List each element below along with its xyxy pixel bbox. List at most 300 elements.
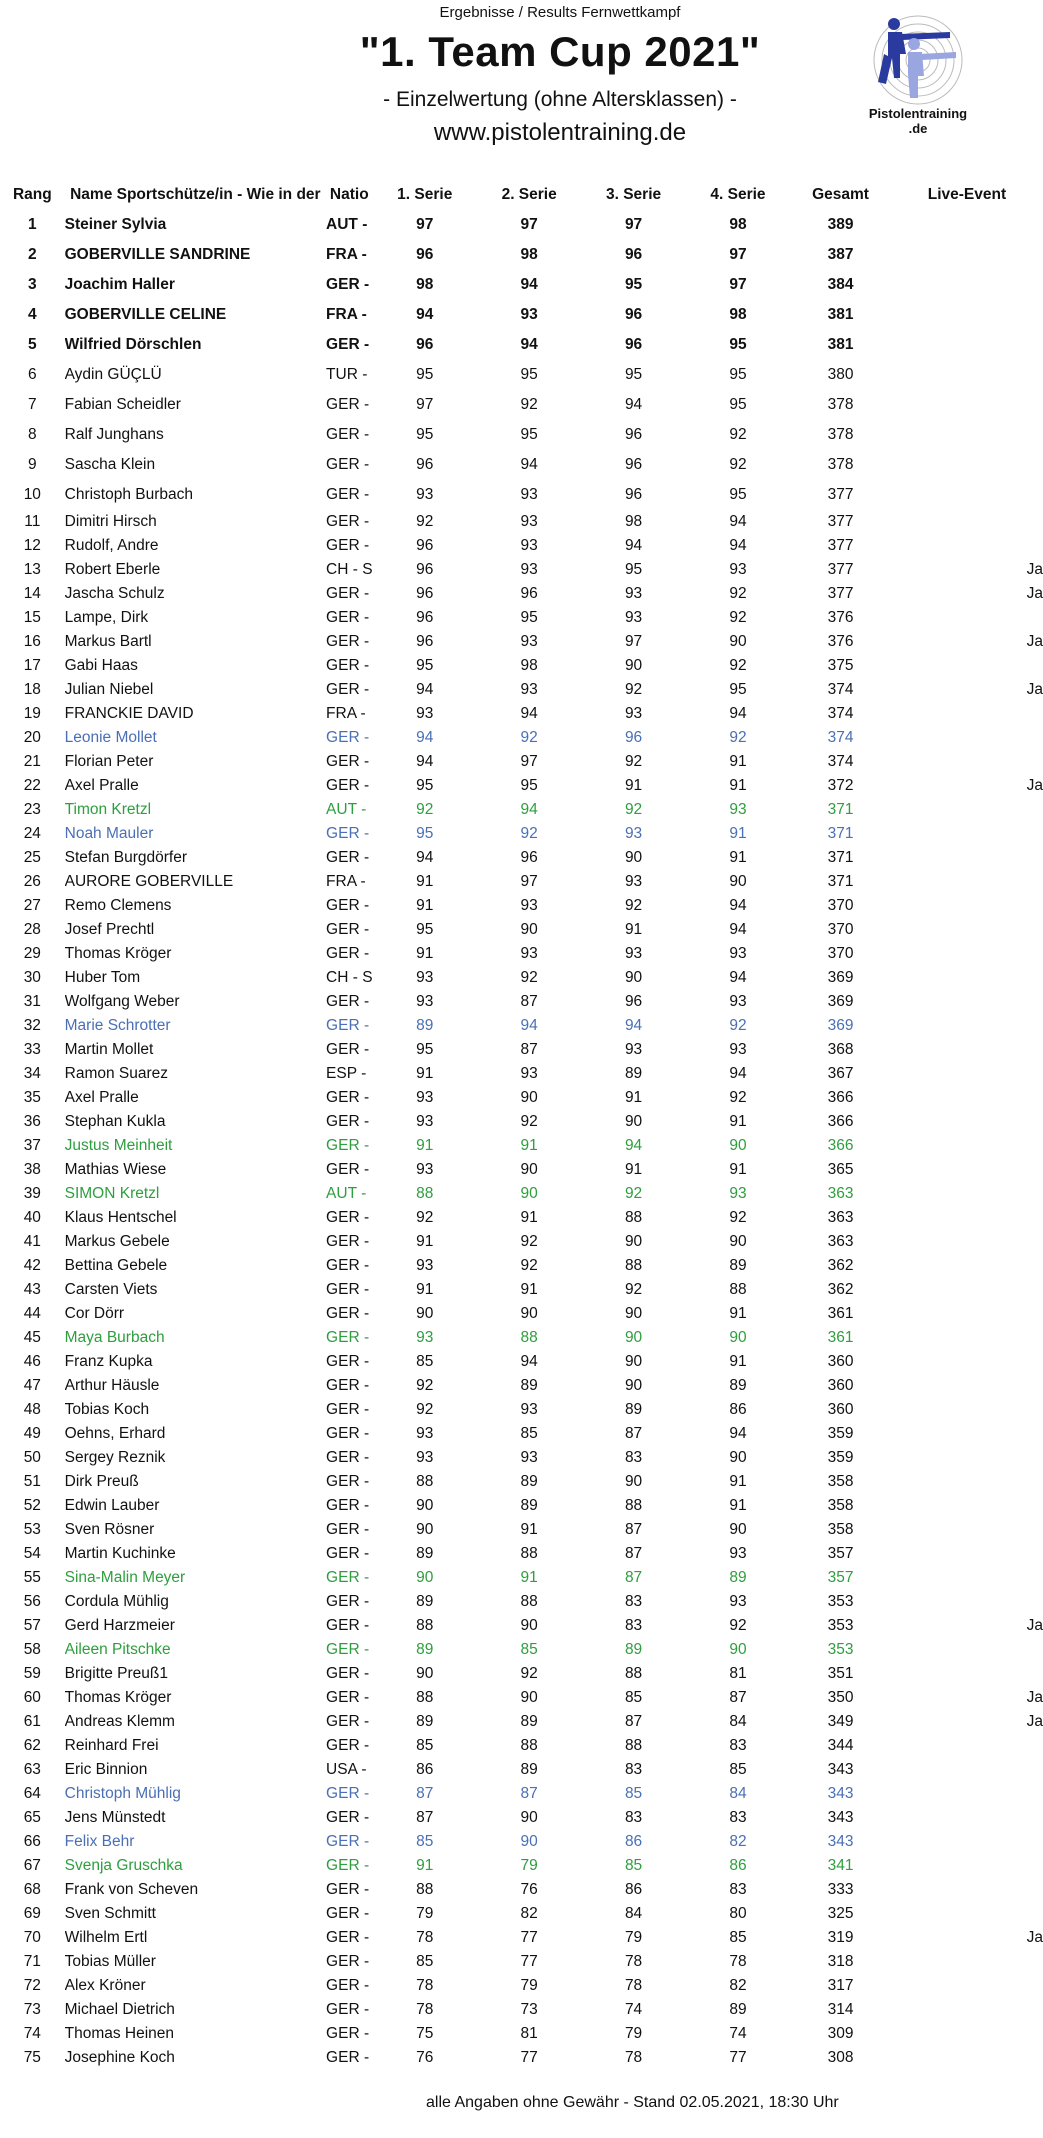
- table-row: [0, 1542, 1043, 1566]
- cell-series-2: 93: [520, 561, 538, 578]
- cell-series-3: 90: [624, 849, 643, 866]
- cell-series-4: 95: [729, 396, 747, 413]
- cell-series-4: 84: [729, 1785, 747, 1802]
- cell-total: 357: [827, 1569, 854, 1586]
- cell-nation: GER -: [326, 777, 370, 794]
- cell-total: 358: [827, 1473, 854, 1490]
- cell-live-event: [891, 1446, 1043, 1470]
- cell-rank: 66: [23, 1833, 41, 1850]
- cell-series-1: 92: [416, 1209, 434, 1226]
- cell-series-4: 97: [729, 276, 747, 293]
- cell-series-1: 96: [416, 633, 434, 650]
- cell-series-1: 92: [416, 801, 434, 818]
- cell-series-2: 94: [520, 456, 538, 473]
- cell-nation: GER -: [326, 1449, 370, 1466]
- cell-total: 377: [827, 513, 854, 530]
- cell-series-3: 92: [624, 801, 643, 818]
- cell-series-2: 77: [520, 2049, 538, 2066]
- cell-total: 374: [827, 705, 854, 722]
- cell-live-event: [891, 918, 1043, 942]
- cell-series-1: 88: [416, 1689, 434, 1706]
- cell-series-4: 91: [729, 1113, 747, 1130]
- cell-rank: 9: [28, 456, 37, 473]
- cell-total: 380: [827, 366, 854, 383]
- cell-rank: 7: [28, 396, 37, 413]
- cell-live-event: [891, 210, 1043, 240]
- table-row: [0, 1998, 1043, 2022]
- cell-series-2: 87: [520, 1041, 538, 1058]
- cell-rank: 15: [23, 609, 41, 626]
- cell-series-3: 94: [624, 1017, 643, 1034]
- cell-live-event: [891, 1230, 1043, 1254]
- cell-total: 360: [827, 1377, 854, 1394]
- cell-live-event: [891, 1350, 1043, 1374]
- cell-nation: GER -: [326, 897, 370, 914]
- cell-total: 369: [827, 993, 854, 1010]
- cell-series-2: 94: [520, 336, 538, 353]
- cell-series-1: 78: [416, 2001, 434, 2018]
- cell-series-4: 90: [729, 1521, 747, 1538]
- cell-series-4: 93: [729, 945, 747, 962]
- cell-total: 387: [827, 246, 854, 263]
- cell-total: 333: [827, 1881, 854, 1898]
- cell-nation: FRA -: [326, 306, 367, 323]
- cell-live-event: [891, 1566, 1043, 1590]
- cell-rank: 70: [23, 1929, 41, 1946]
- cell-nation: GER -: [326, 486, 370, 503]
- table-row: [0, 1014, 1043, 1038]
- cell-total: 365: [827, 1161, 854, 1178]
- cell-rank: 69: [23, 1905, 41, 1922]
- cell-rank: 40: [23, 1209, 41, 1226]
- cell-nation: GER -: [326, 1257, 370, 1274]
- cell-live-event: [891, 750, 1043, 774]
- cell-live-event: [891, 390, 1043, 420]
- cell-rank: 5: [28, 336, 37, 353]
- table-row: [0, 726, 1043, 750]
- table-row: [0, 1614, 1043, 1638]
- cell-live-event: [891, 1014, 1043, 1038]
- cell-name: Stefan Burgdörfer: [64, 849, 187, 866]
- table-row: [0, 1566, 1043, 1590]
- cell-series-1: 93: [416, 705, 434, 722]
- table-row: [0, 210, 1043, 240]
- cell-rank: 52: [23, 1497, 41, 1514]
- cell-name: Cordula Mühlig: [64, 1593, 169, 1610]
- cell-name: Dimitri Hirsch: [64, 513, 157, 530]
- results-table: [0, 180, 1043, 2070]
- cell-series-3: 87: [624, 1521, 643, 1538]
- cell-series-4: 92: [729, 585, 747, 602]
- cell-series-3: 87: [624, 1713, 643, 1730]
- cell-rank: 57: [23, 1617, 41, 1634]
- cell-rank: 56: [23, 1593, 41, 1610]
- cell-series-1: 93: [416, 1113, 434, 1130]
- table-row: [0, 1398, 1043, 1422]
- cell-live-event: [891, 1806, 1043, 1830]
- cell-series-4: 92: [729, 426, 747, 443]
- cell-nation: GER -: [326, 1905, 370, 1922]
- table-row: [0, 1902, 1043, 1926]
- cell-rank: 8: [28, 426, 37, 443]
- cell-name: Tobias Müller: [64, 1953, 156, 1970]
- cell-live-event: Ja: [1026, 1713, 1043, 1730]
- col-header-total: Gesamt: [812, 186, 869, 203]
- table-row: [0, 1110, 1043, 1134]
- cell-live-event: [891, 990, 1043, 1014]
- cell-series-1: 86: [416, 1761, 434, 1778]
- table-row: [0, 1686, 1043, 1710]
- cell-live-event: [891, 1878, 1043, 1902]
- cell-series-2: 92: [520, 729, 538, 746]
- cell-series-3: 83: [624, 1809, 643, 1826]
- table-row: [0, 1782, 1043, 1806]
- cell-name: Josef Prechtl: [64, 921, 155, 938]
- cell-series-2: 87: [520, 993, 538, 1010]
- cell-series-2: 82: [520, 1905, 538, 1922]
- cell-rank: 44: [23, 1305, 41, 1322]
- cell-rank: 16: [23, 633, 41, 650]
- cell-series-2: 94: [520, 1353, 538, 1370]
- table-row: [0, 1182, 1043, 1206]
- cell-name: Martin Kuchinke: [64, 1545, 176, 1562]
- table-row: [0, 966, 1043, 990]
- cell-total: 376: [827, 633, 854, 650]
- cell-series-3: 90: [624, 1377, 643, 1394]
- cell-series-4: 93: [729, 1593, 747, 1610]
- cell-series-3: 88: [624, 1497, 643, 1514]
- cell-live-event: Ja: [1026, 681, 1043, 698]
- cell-series-4: 89: [729, 2001, 747, 2018]
- cell-live-event: [891, 1206, 1043, 1230]
- cell-total: 363: [827, 1185, 854, 1202]
- cell-nation: CH - S: [326, 969, 373, 986]
- cell-rank: 28: [23, 921, 41, 938]
- cell-series-3: 90: [624, 657, 643, 674]
- cell-live-event: [891, 420, 1043, 450]
- cell-series-4: 82: [729, 1833, 747, 1850]
- table-row: [0, 1734, 1043, 1758]
- cell-live-event: [891, 1662, 1043, 1686]
- cell-name: Edwin Lauber: [64, 1497, 160, 1514]
- cell-total: 369: [827, 969, 854, 986]
- cell-series-1: 93: [416, 1161, 434, 1178]
- cell-series-2: 91: [520, 1569, 538, 1586]
- cell-series-2: 91: [520, 1521, 538, 1538]
- cell-rank: 26: [23, 873, 41, 890]
- cell-live-event: [891, 726, 1043, 750]
- cell-series-2: 93: [520, 945, 538, 962]
- cell-nation: GER -: [326, 1497, 370, 1514]
- cell-series-1: 91: [416, 1233, 434, 1250]
- cell-nation: GER -: [326, 1689, 370, 1706]
- cell-series-2: 94: [520, 1017, 538, 1034]
- cell-rank: 48: [23, 1401, 41, 1418]
- cell-series-2: 85: [520, 1425, 538, 1442]
- cell-rank: 21: [23, 753, 41, 770]
- logo-text: Pistolentraining .de: [868, 106, 968, 136]
- cell-series-1: 96: [416, 336, 434, 353]
- cell-total: 375: [827, 657, 854, 674]
- cell-live-event: [891, 798, 1043, 822]
- cell-total: 377: [827, 561, 854, 578]
- cell-total: 358: [827, 1497, 854, 1514]
- cell-nation: GER -: [326, 2025, 370, 2042]
- cell-series-4: 93: [729, 561, 747, 578]
- table-row: [0, 702, 1043, 726]
- cell-series-3: 88: [624, 1209, 643, 1226]
- cell-series-1: 88: [416, 1185, 434, 1202]
- cell-series-4: 87: [729, 1689, 747, 1706]
- cell-name: Leonie Mollet: [64, 729, 157, 746]
- cell-name: Wilhelm Ertl: [64, 1929, 148, 1946]
- cell-series-1: 93: [416, 1257, 434, 1274]
- cell-series-4: 94: [729, 1065, 747, 1082]
- cell-series-1: 92: [416, 513, 434, 530]
- cell-series-1: 93: [416, 969, 434, 986]
- cell-live-event: [891, 1734, 1043, 1758]
- cell-name: Michael Dietrich: [64, 2001, 175, 2018]
- cell-nation: AUT -: [326, 801, 367, 818]
- cell-series-2: 95: [520, 777, 538, 794]
- cell-series-1: 94: [416, 681, 434, 698]
- col-header-rank: Rang: [12, 186, 52, 203]
- cell-nation: GER -: [326, 1617, 370, 1634]
- cell-series-2: 73: [520, 2001, 538, 2018]
- table-row: [0, 894, 1043, 918]
- cell-series-1: 89: [416, 1017, 434, 1034]
- cell-rank: 31: [23, 993, 41, 1010]
- cell-name: GOBERVILLE SANDRINE: [64, 246, 251, 263]
- cell-total: 377: [827, 537, 854, 554]
- cell-nation: GER -: [326, 2001, 370, 2018]
- cell-name: Markus Bartl: [64, 633, 152, 650]
- cell-nation: GER -: [326, 1857, 370, 1874]
- cell-rank: 33: [23, 1041, 41, 1058]
- cell-rank: 1: [28, 216, 37, 233]
- cell-nation: GER -: [326, 1017, 370, 1034]
- cell-series-2: 91: [520, 1209, 538, 1226]
- cell-series-4: 91: [729, 777, 747, 794]
- cell-series-1: 79: [416, 1905, 434, 1922]
- cell-series-3: 89: [624, 1641, 643, 1658]
- cell-series-4: 83: [729, 1809, 747, 1826]
- cell-live-event: [891, 510, 1043, 534]
- cell-series-4: 92: [729, 1617, 747, 1634]
- cell-series-1: 75: [416, 2025, 434, 2042]
- cell-total: 371: [827, 873, 854, 890]
- table-header-row: [0, 180, 1043, 210]
- cell-nation: GER -: [326, 1041, 370, 1058]
- cell-series-3: 89: [624, 1065, 643, 1082]
- cell-series-3: 90: [624, 1305, 643, 1322]
- cell-series-3: 97: [624, 216, 643, 233]
- table-row: [0, 1974, 1043, 1998]
- cell-rank: 27: [23, 897, 41, 914]
- cell-name: Christoph Mühlig: [64, 1785, 181, 1802]
- cell-series-3: 88: [624, 1257, 643, 1274]
- cell-series-4: 90: [729, 1449, 747, 1466]
- cell-name: Franz Kupka: [64, 1353, 153, 1370]
- table-row: [0, 1854, 1043, 1878]
- cell-nation: GER -: [326, 1329, 370, 1346]
- cell-name: Ramon Suarez: [64, 1065, 169, 1082]
- cell-name: Klaus Hentschel: [64, 1209, 177, 1226]
- cell-series-2: 93: [520, 306, 538, 323]
- cell-series-3: 90: [624, 1353, 643, 1370]
- cell-series-3: 83: [624, 1617, 643, 1634]
- table-row: [0, 1446, 1043, 1470]
- cell-live-event: [891, 1902, 1043, 1926]
- cell-total: 371: [827, 801, 854, 818]
- cell-nation: FRA -: [326, 873, 366, 890]
- table-row: [0, 1638, 1043, 1662]
- cell-series-2: 93: [520, 681, 538, 698]
- cell-series-1: 89: [416, 1593, 434, 1610]
- cell-series-2: 95: [520, 366, 538, 383]
- cell-series-4: 90: [729, 633, 747, 650]
- table-row: [0, 1278, 1043, 1302]
- cell-live-event: [891, 1254, 1043, 1278]
- cell-rank: 29: [23, 945, 41, 962]
- cell-total: 353: [827, 1593, 854, 1610]
- cell-nation: CH - S: [326, 561, 373, 578]
- cell-series-4: 94: [729, 513, 747, 530]
- cell-series-1: 95: [416, 426, 434, 443]
- cell-series-4: 90: [729, 1137, 747, 1154]
- cell-series-1: 98: [416, 276, 434, 293]
- cell-series-3: 87: [624, 1425, 643, 1442]
- cell-name: Markus Gebele: [64, 1233, 170, 1250]
- cell-name: Tobias Koch: [64, 1401, 150, 1418]
- cell-rank: 65: [23, 1809, 41, 1826]
- cell-nation: GER -: [326, 1809, 370, 1826]
- cell-name: Steiner Sylvia: [64, 216, 167, 233]
- cell-series-4: 89: [729, 1569, 747, 1586]
- cell-nation: GER -: [326, 1785, 370, 1802]
- table-row: [0, 1254, 1043, 1278]
- cell-total: 374: [827, 681, 854, 698]
- cell-nation: GER -: [326, 1929, 370, 1946]
- cell-total: 353: [827, 1641, 854, 1658]
- cell-series-1: 95: [416, 1041, 434, 1058]
- cell-series-3: 92: [624, 1185, 643, 1202]
- cell-series-4: 91: [729, 1497, 747, 1514]
- cell-series-4: 93: [729, 1545, 747, 1562]
- cell-series-1: 97: [416, 216, 434, 233]
- cell-total: 371: [827, 849, 854, 866]
- cell-rank: 14: [23, 585, 41, 602]
- cell-nation: GER -: [326, 753, 370, 770]
- cell-series-4: 94: [729, 537, 747, 554]
- cell-series-3: 78: [624, 1953, 643, 1970]
- cell-rank: 2: [28, 246, 37, 263]
- cell-name: Wolfgang Weber: [64, 993, 180, 1010]
- cell-series-3: 85: [624, 1785, 643, 1802]
- cell-live-event: [891, 1830, 1043, 1854]
- cell-rank: 51: [23, 1473, 41, 1490]
- footer-disclaimer: alle Angaben ohne Gewähr - Stand 02.05.2021, 18:30 Uhr: [426, 2094, 839, 2111]
- cell-total: 381: [827, 336, 854, 353]
- cell-rank: 32: [23, 1017, 41, 1034]
- table-row: [0, 942, 1043, 966]
- cell-total: 381: [827, 306, 854, 323]
- table-row: [0, 480, 1043, 510]
- cell-total: 378: [827, 426, 854, 443]
- cell-name: Thomas Kröger: [64, 945, 172, 962]
- cell-live-event: [891, 1758, 1043, 1782]
- table-row: [0, 300, 1043, 330]
- cell-rank: 37: [23, 1137, 41, 1154]
- cell-name: Frank von Scheven: [64, 1881, 199, 1898]
- cell-live-event: [891, 1950, 1043, 1974]
- cell-series-4: 94: [729, 921, 747, 938]
- cell-series-4: 90: [729, 1641, 747, 1658]
- cell-series-4: 93: [729, 1041, 747, 1058]
- cell-nation: GER -: [326, 537, 370, 554]
- cell-series-1: 88: [416, 1617, 434, 1634]
- cell-series-4: 85: [729, 1929, 747, 1946]
- cell-name: Gabi Haas: [64, 657, 138, 674]
- cell-series-3: 91: [624, 1089, 643, 1106]
- cell-nation: GER -: [326, 609, 370, 626]
- cell-name: Bettina Gebele: [64, 1257, 168, 1274]
- cell-series-2: 89: [520, 1497, 538, 1514]
- cell-live-event: Ja: [1026, 777, 1043, 794]
- cell-rank: 71: [23, 1953, 41, 1970]
- cell-series-1: 97: [416, 396, 434, 413]
- cell-series-1: 90: [416, 1665, 434, 1682]
- table-row: [0, 330, 1043, 360]
- cell-series-2: 93: [520, 1401, 538, 1418]
- cell-series-3: 90: [624, 1473, 643, 1490]
- cell-series-2: 94: [520, 276, 538, 293]
- cell-series-2: 77: [520, 1953, 538, 1970]
- cell-series-3: 87: [624, 1569, 643, 1586]
- cell-series-3: 93: [624, 1041, 643, 1058]
- cell-total: 317: [827, 1977, 854, 1994]
- cell-live-event: Ja: [1026, 585, 1043, 602]
- cell-series-4: 93: [729, 1185, 747, 1202]
- cell-name: Maya Burbach: [64, 1329, 165, 1346]
- cell-series-3: 92: [624, 1281, 643, 1298]
- cell-series-3: 84: [624, 1905, 643, 1922]
- cell-series-2: 92: [520, 825, 538, 842]
- cell-series-2: 90: [520, 1161, 538, 1178]
- cell-series-2: 89: [520, 1713, 538, 1730]
- cell-live-event: [891, 894, 1043, 918]
- cell-name: GOBERVILLE CELINE: [64, 306, 227, 323]
- cell-total: 384: [827, 276, 854, 293]
- cell-series-3: 93: [624, 825, 643, 842]
- cell-series-2: 97: [520, 873, 538, 890]
- cell-nation: GER -: [326, 1161, 370, 1178]
- cell-series-3: 79: [624, 2025, 643, 2042]
- cell-series-1: 96: [416, 609, 434, 626]
- cell-nation: GER -: [326, 1425, 370, 1442]
- cell-rank: 73: [23, 2001, 41, 2018]
- cell-series-1: 85: [416, 1833, 434, 1850]
- cell-nation: GER -: [326, 729, 370, 746]
- cell-series-4: 86: [729, 1857, 747, 1874]
- cell-name: Florian Peter: [64, 753, 154, 770]
- table-row: [0, 1950, 1043, 1974]
- table-row: [0, 678, 1043, 702]
- cell-series-2: 91: [520, 1281, 538, 1298]
- cell-name: Julian Niebel: [64, 681, 154, 698]
- cell-live-event: [891, 1590, 1043, 1614]
- cell-nation: GER -: [326, 1545, 370, 1562]
